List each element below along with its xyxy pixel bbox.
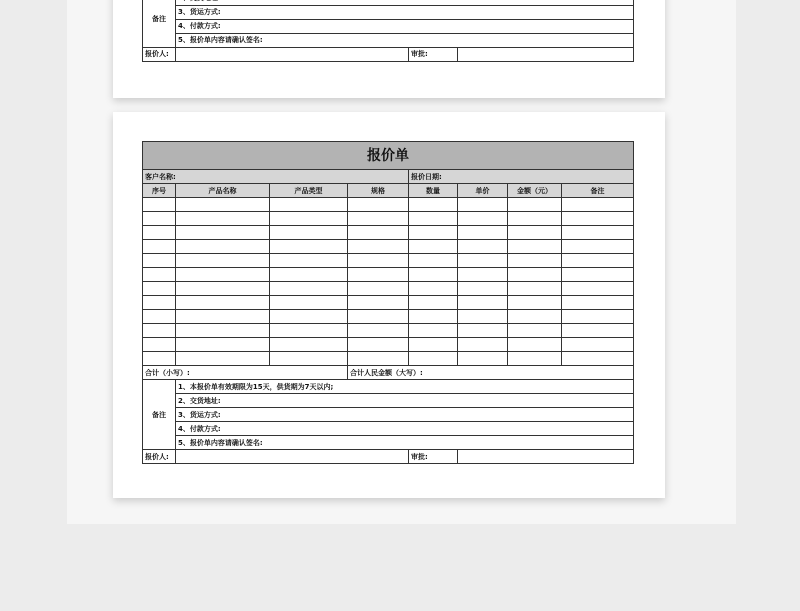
table-cell[interactable]: [458, 282, 508, 296]
approver-field[interactable]: [458, 450, 634, 464]
table-cell[interactable]: [409, 198, 458, 212]
subtotal-label: 合计（小写）:: [143, 366, 348, 380]
table-cell[interactable]: [562, 310, 634, 324]
table-cell[interactable]: [176, 296, 270, 310]
table-row: [143, 212, 634, 226]
table-cell[interactable]: [270, 240, 348, 254]
table-cell[interactable]: [176, 338, 270, 352]
table-row: [143, 198, 634, 212]
table-cell[interactable]: [409, 212, 458, 226]
table-cell[interactable]: [348, 310, 409, 324]
approver-label: 审批:: [409, 450, 458, 464]
table-cell[interactable]: [409, 310, 458, 324]
table-cell[interactable]: [348, 198, 409, 212]
table-cell[interactable]: [508, 352, 562, 366]
table-cell[interactable]: [270, 268, 348, 282]
table-cell[interactable]: [409, 296, 458, 310]
table-cell[interactable]: [409, 338, 458, 352]
col-quantity: 数量: [409, 184, 458, 198]
table-cell[interactable]: [562, 240, 634, 254]
table-cell[interactable]: [458, 254, 508, 268]
table-cell[interactable]: [562, 268, 634, 282]
note-3: 3、货运方式:: [176, 5, 634, 19]
table-cell[interactable]: [143, 338, 176, 352]
table-cell[interactable]: [458, 198, 508, 212]
table-cell[interactable]: [176, 226, 270, 240]
table-cell[interactable]: [176, 268, 270, 282]
note-2: 2、交货地址:: [176, 394, 634, 408]
table-cell[interactable]: [562, 226, 634, 240]
table-cell[interactable]: [458, 338, 508, 352]
table-cell[interactable]: [270, 254, 348, 268]
form-title: 报价单: [143, 142, 634, 170]
quote-sheet-page-2: [113, 112, 665, 498]
table-cell[interactable]: [562, 212, 634, 226]
table-cell[interactable]: [176, 310, 270, 324]
table-cell[interactable]: [409, 268, 458, 282]
table-row: [143, 240, 634, 254]
quote-table: [142, 141, 634, 464]
table-cell[interactable]: [176, 198, 270, 212]
table-cell[interactable]: [458, 226, 508, 240]
table-cell[interactable]: [562, 338, 634, 352]
quote-table-1-tail: [142, 0, 634, 62]
table-row: [143, 338, 634, 352]
table-cell[interactable]: [143, 240, 176, 254]
table-cell[interactable]: [176, 282, 270, 296]
table-cell[interactable]: [270, 226, 348, 240]
table-cell[interactable]: [562, 254, 634, 268]
table-cell[interactable]: [458, 352, 508, 366]
note-5: 5、报价单内容请确认签名:: [176, 436, 634, 450]
col-product-type: 产品类型: [270, 184, 348, 198]
table-row: [143, 352, 634, 366]
table-cell[interactable]: [409, 226, 458, 240]
table-cell[interactable]: [458, 296, 508, 310]
quote-date-label: 报价日期:: [409, 170, 634, 184]
table-cell[interactable]: [562, 296, 634, 310]
table-cell[interactable]: [176, 254, 270, 268]
table-row: [143, 324, 634, 338]
quote-sheet-page-1: [113, 0, 665, 98]
customer-name-label: 客户名称:: [143, 170, 409, 184]
table-cell[interactable]: [348, 240, 409, 254]
table-cell[interactable]: [562, 352, 634, 366]
table-cell[interactable]: [143, 324, 176, 338]
table-cell[interactable]: [143, 226, 176, 240]
note-4: 4、付款方式:: [176, 19, 634, 33]
table-cell[interactable]: [348, 226, 409, 240]
table-cell[interactable]: [143, 254, 176, 268]
table-row: [143, 268, 634, 282]
col-product-name: 产品名称: [176, 184, 270, 198]
table-cell[interactable]: [270, 338, 348, 352]
table-cell[interactable]: [348, 296, 409, 310]
table-cell[interactable]: [176, 352, 270, 366]
table-cell[interactable]: [270, 296, 348, 310]
table-cell[interactable]: [508, 226, 562, 240]
table-cell[interactable]: [348, 282, 409, 296]
table-cell[interactable]: [562, 324, 634, 338]
table-cell[interactable]: [508, 338, 562, 352]
col-index: 序号: [143, 184, 176, 198]
table-row: [143, 226, 634, 240]
table-cell[interactable]: [176, 240, 270, 254]
table-cell[interactable]: [458, 324, 508, 338]
col-unit-price: 单价: [458, 184, 508, 198]
table-row: [143, 310, 634, 324]
note-1: 1、本报价单有效期限为15天，供货期为7天以内;: [176, 380, 634, 394]
approver-field[interactable]: [458, 47, 634, 61]
col-remark: 备注: [562, 184, 634, 198]
note-3: 3、货运方式:: [176, 408, 634, 422]
table-cell[interactable]: [348, 338, 409, 352]
table-cell[interactable]: [143, 282, 176, 296]
table-header: [143, 184, 634, 198]
table-cell[interactable]: [458, 212, 508, 226]
table-cell[interactable]: [348, 268, 409, 282]
table-cell[interactable]: [348, 212, 409, 226]
table-cell[interactable]: [348, 352, 409, 366]
table-cell[interactable]: [508, 324, 562, 338]
table-cell[interactable]: [176, 324, 270, 338]
table-row: [143, 296, 634, 310]
table-cell[interactable]: [562, 198, 634, 212]
quoter-field[interactable]: [176, 450, 409, 464]
notes-label: 备注: [143, 380, 176, 450]
col-amount: 金额（元）: [508, 184, 562, 198]
table-cell[interactable]: [458, 268, 508, 282]
table-cell[interactable]: [458, 240, 508, 254]
table-cell[interactable]: [270, 282, 348, 296]
table-cell[interactable]: [508, 310, 562, 324]
table-cell[interactable]: [270, 212, 348, 226]
table-cell[interactable]: [143, 198, 176, 212]
table-cell[interactable]: [270, 324, 348, 338]
table-cell[interactable]: [409, 282, 458, 296]
table-row: [143, 282, 634, 296]
quoter-label: 报价人:: [143, 47, 176, 61]
table-cell[interactable]: [143, 352, 176, 366]
table-cell[interactable]: [508, 212, 562, 226]
table-cell[interactable]: [409, 240, 458, 254]
table-cell[interactable]: [270, 198, 348, 212]
table-cell[interactable]: [508, 296, 562, 310]
table-cell[interactable]: [348, 254, 409, 268]
approver-label: 审批:: [409, 47, 458, 61]
table-cell[interactable]: [270, 310, 348, 324]
table-cell[interactable]: [409, 324, 458, 338]
note-5: 5、报价单内容请确认签名:: [176, 33, 634, 47]
table-cell[interactable]: [143, 296, 176, 310]
table-cell[interactable]: [508, 268, 562, 282]
table-cell[interactable]: [508, 198, 562, 212]
total-rmb-label: 合计人民金额（大写）:: [348, 366, 634, 380]
table-cell[interactable]: [458, 310, 508, 324]
quoter-field[interactable]: [176, 47, 409, 61]
table-cell[interactable]: [270, 352, 348, 366]
table-cell[interactable]: [143, 268, 176, 282]
table-cell[interactable]: [508, 254, 562, 268]
table-row: [143, 254, 634, 268]
table-cell[interactable]: [143, 310, 176, 324]
table-cell[interactable]: [409, 254, 458, 268]
table-cell[interactable]: [348, 324, 409, 338]
table-cell[interactable]: [508, 240, 562, 254]
table-cell[interactable]: [176, 212, 270, 226]
quoter-label: 报价人:: [143, 450, 176, 464]
table-cell[interactable]: [143, 212, 176, 226]
notes-label: 备注: [143, 0, 176, 47]
col-spec: 规格: [348, 184, 409, 198]
table-cell[interactable]: [409, 352, 458, 366]
table-cell[interactable]: [562, 282, 634, 296]
table-cell[interactable]: [508, 282, 562, 296]
note-4: 4、付款方式:: [176, 422, 634, 436]
